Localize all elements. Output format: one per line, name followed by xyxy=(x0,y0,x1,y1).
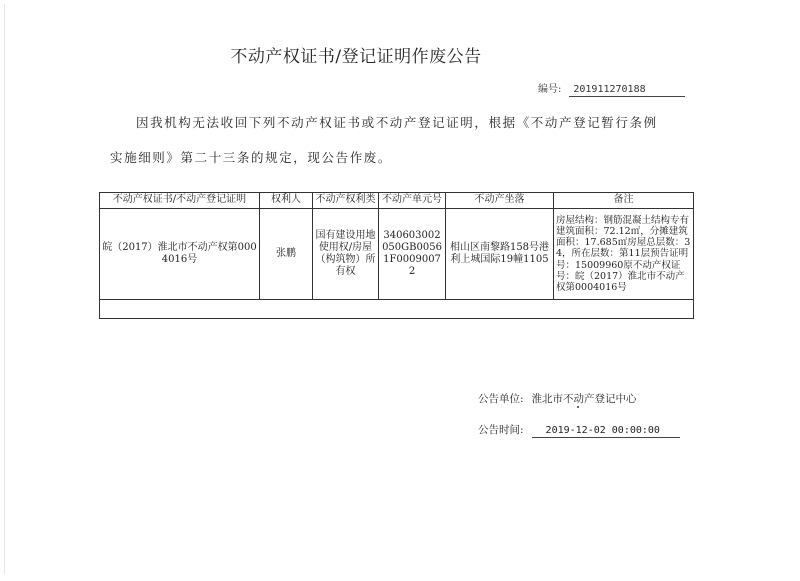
table-header-row xyxy=(100,193,694,209)
document-title: 不动产权证书/登记证明作废公告 xyxy=(230,47,482,67)
time-label: 公告时间: xyxy=(478,424,524,436)
header-unit-no: 不动产单元号 xyxy=(379,193,446,209)
table-row xyxy=(100,209,694,300)
serial-label: 编号: xyxy=(538,84,562,95)
cell-certificate: 皖（2017）淮北市不动产权第0004016号 xyxy=(100,209,260,300)
cell-right-type: 国有建设用地使用权/房屋（构筑物）所有权 xyxy=(313,209,379,300)
void-certificate-table xyxy=(99,192,694,319)
unit-value: 淮北市不动产登记中心 xyxy=(531,393,637,405)
empty-cell xyxy=(100,300,694,319)
cell-unit-no: 340603002050GB00561F00090072 xyxy=(379,209,446,300)
cell-holder: 张鹏 xyxy=(260,209,313,300)
unit-label: 公告单位: xyxy=(478,393,524,405)
serial-number xyxy=(538,80,685,97)
header-holder: 权利人 xyxy=(260,193,313,209)
header-location: 不动产坐落 xyxy=(446,193,554,209)
serial-value: 201911270188 xyxy=(569,84,685,97)
cell-remark: 房屋结构：钢筋混凝土结构专有建筑面积：72.12㎡，分摊建筑面积：17.685㎡房屋总层数：34，所在层数：第11层预告证明号：15009960原不动产权证号：皖（2017）淮北市不动产权第0004016号 xyxy=(554,209,694,300)
notice-paragraph-line-2: 实施细则》第二十三条的规定，现公告作废。 xyxy=(110,150,393,165)
cell-location: 相山区南黎路158号港利上城国际19幢1105 xyxy=(446,209,554,300)
header-remark: 备注 xyxy=(554,193,694,209)
announcement-time xyxy=(478,422,680,438)
table-empty-row xyxy=(100,300,694,319)
time-value: 2019-12-02 00:00:00 xyxy=(532,425,680,438)
header-certificate: 不动产权证书/不动产登记证明 xyxy=(100,193,260,209)
header-right-type: 不动产权利类 xyxy=(313,193,379,209)
seal-dot-mark xyxy=(577,406,579,408)
notice-paragraph-line-1: 因我机构无法收回下列不动产权证书或不动产登记证明，根据《不动产登记暂行条例 xyxy=(136,115,658,130)
announcing-unit xyxy=(478,391,637,406)
